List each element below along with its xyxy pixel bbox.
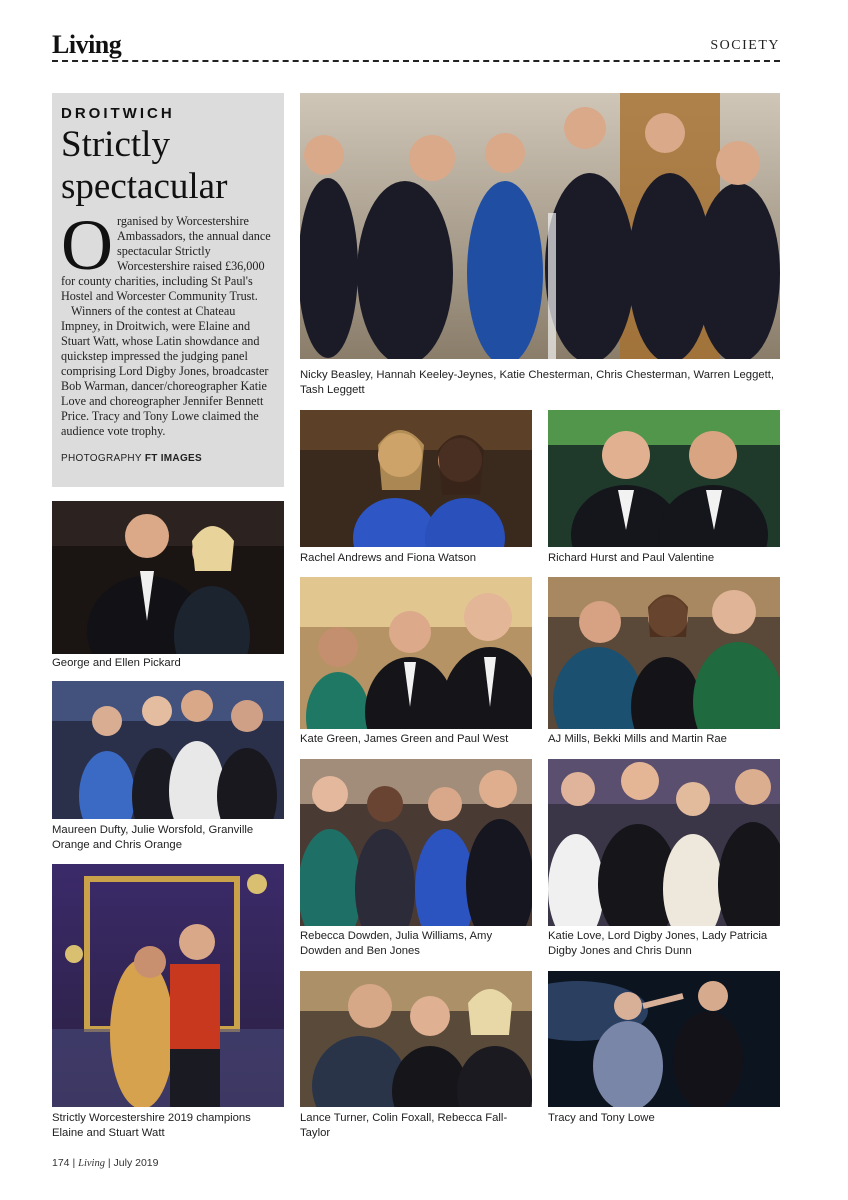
- photo-love-digby-dunn: [548, 759, 780, 926]
- photo-caption: George and Ellen Pickard: [52, 657, 181, 669]
- footer-separator: |: [107, 1157, 111, 1169]
- photo-caption: AJ Mills, Bekki Mills and Martin Rae: [548, 733, 727, 745]
- article-body: [61, 205, 275, 439]
- photo-caption: Maureen Dufty, Julie Worsfold, Granville Orange and Chris Orange: [52, 824, 254, 851]
- photo-dufty-orange: [52, 681, 284, 819]
- headline: [61, 124, 275, 208]
- photo-richard-paul: [548, 410, 780, 547]
- photo-caption: Rachel Andrews and Fiona Watson: [300, 552, 477, 564]
- section-label: SOCIETY: [710, 38, 780, 53]
- photo-george-ellen: [52, 501, 284, 654]
- photo-credit: [61, 453, 275, 464]
- dropcap: O: [61, 205, 113, 285]
- photo-mills-rae: [548, 577, 780, 729]
- masthead: Living: [52, 30, 122, 59]
- photo-caption: Strictly Worcestershire 2019 champions Elaine and Stuart Watt: [52, 1112, 251, 1139]
- footer-issue: July 2019: [113, 1157, 159, 1169]
- credit-name: FT IMAGES: [144, 453, 202, 464]
- page-number: 174: [52, 1157, 70, 1169]
- photo-group-six: [300, 93, 780, 359]
- page-footer: [52, 1157, 158, 1169]
- photo-tracy-tony: [548, 971, 780, 1107]
- photo-champions: [52, 864, 284, 1107]
- kicker: DROITWICH: [61, 105, 175, 122]
- photo-caption: Nicky Beasley, Hannah Keeley-Jeynes, Katie Chesterman, Chris Chesterman, Warren Leggett, Tash Leggett: [300, 369, 775, 396]
- photo-caption: Kate Green, James Green and Paul West: [300, 733, 509, 745]
- article-paragraph-1: [61, 205, 275, 304]
- photo-turner-foxall: [300, 971, 532, 1107]
- photo-caption: Richard Hurst and Paul Valentine: [548, 552, 715, 564]
- photo-green-west: [300, 577, 532, 729]
- photo-caption: Rebecca Dowden, Julia Williams, Amy Dowden and Ben Jones: [300, 930, 493, 957]
- intro-box: [52, 93, 284, 487]
- paragraph-1-text: rganised by Worcestershire Ambassadors, the annual dance spectacular Strictly Worcestershire raised £36,000 for county charities, including St Paul's Hostel and Worcester Community Trust.: [61, 214, 271, 303]
- photo-caption: Tracy and Tony Lowe: [548, 1112, 655, 1124]
- article-paragraph-2: Winners of the contest at Chateau Impney, in Droitwich, were Elaine and Stuart Watt, whose Latin showdance and quickstep impressed the judging panel comprising Lord Digby Jones, broadcaster Bob Warman, dancer/choreographer Katie Love and choreographer Jennifer Bennett Price. Tracy and Tony Lowe claimed the audience vote trophy.: [61, 304, 269, 438]
- photo-caption: Lance Turner, Colin Foxall, Rebecca Fall-Taylor: [300, 1112, 508, 1139]
- credit-label: PHOTOGRAPHY: [61, 453, 142, 464]
- headline-line-1: Strictly: [61, 124, 170, 165]
- photo-caption: Katie Love, Lord Digby Jones, Lady Patricia Digby Jones and Chris Dunn: [548, 930, 768, 957]
- footer-publication: Living: [78, 1158, 105, 1169]
- photo-dowden-jones: [300, 759, 532, 926]
- headline-line-2: spectacular: [61, 166, 228, 207]
- photo-rachel-fiona: [300, 410, 532, 547]
- header-rule: [52, 60, 780, 62]
- footer-separator: |: [72, 1157, 76, 1169]
